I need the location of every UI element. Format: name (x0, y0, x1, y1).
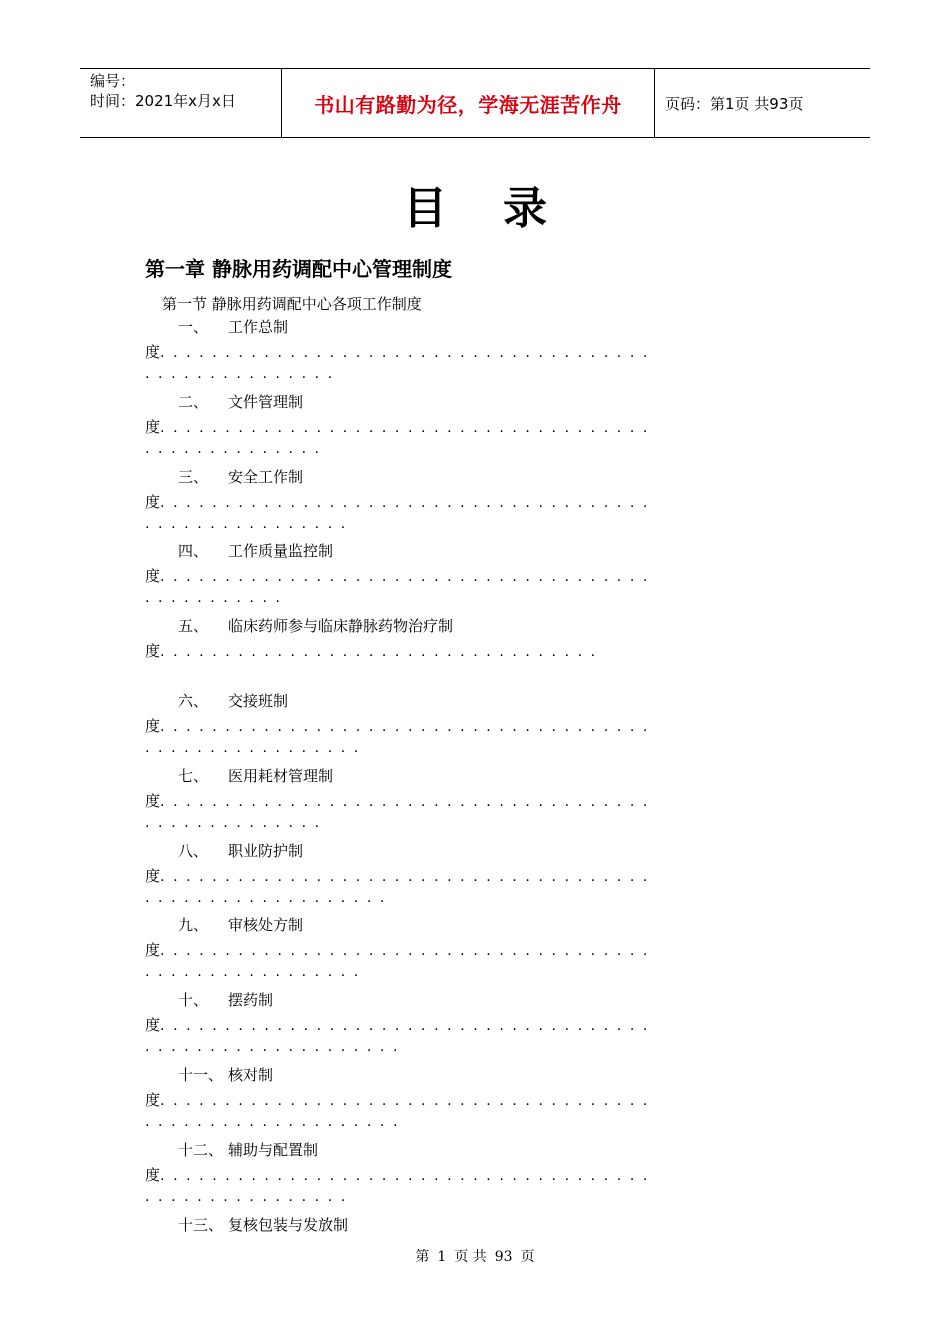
toc-entry[interactable] (145, 540, 795, 615)
toc-entry-leader-line (145, 491, 656, 512)
toc-entry[interactable] (145, 466, 795, 541)
toc-leader-dots: ................. (145, 964, 367, 981)
toc-entry-title (178, 316, 288, 337)
time-label: 时间：2021年x月x日 (90, 92, 236, 110)
toc-entry-number: 二、 (178, 392, 209, 411)
toc-leader-dots: ...................................... (160, 494, 656, 511)
toc-entry-label: 辅助与配置制 (228, 1140, 319, 1159)
toc-entry-leader-line (145, 416, 656, 437)
toc-entry-leader-line (145, 341, 656, 362)
toc-leader-dots: .............. (145, 440, 328, 457)
toc-leader-dots: ................. (145, 739, 367, 756)
toc-entry-label: 医用耗材管理制 (228, 766, 334, 785)
toc-entry-label: 安全工作制 (228, 467, 304, 486)
page-title: 目录 (403, 183, 603, 234)
toc-leader-dots: ...................................... (160, 419, 656, 436)
toc-entry-label: 临床药师参与临床静脉药物治疗制 (228, 617, 454, 636)
toc-entry-number: 九、 (178, 916, 209, 935)
toc-entry-continuation: 度 (145, 417, 161, 436)
header-motto: 书山有路勤为径，学海无涯苦作舟 (282, 69, 655, 137)
toc-leader-dots: .............. (145, 814, 328, 831)
toc-entry-number: 十一、 (178, 1065, 224, 1084)
toc-entry-number: 五、 (178, 617, 209, 636)
toc-entry-title (178, 1139, 318, 1160)
toc-leader-dots: .................... (145, 1039, 407, 1056)
page-footer (0, 1246, 950, 1266)
toc-entry-title (178, 840, 303, 861)
toc-entry-number: 四、 (178, 542, 209, 561)
toc-entry-label: 审核处方制 (228, 916, 304, 935)
toc-entry-leader-line (145, 790, 656, 811)
toc-leader-dots: ...................................... (160, 718, 656, 735)
toc-entry-title (178, 615, 453, 636)
toc-entry-label: 交接班制 (228, 691, 289, 710)
toc-entry-label: 工作质量监控制 (228, 542, 334, 561)
page-header (80, 68, 870, 138)
toc-leader-dots: ................ (145, 1188, 354, 1205)
toc-leader-dots: ............... (145, 366, 341, 382)
toc-entry-continuation: 度 (145, 1090, 161, 1109)
toc-entry-number: 十二、 (178, 1140, 224, 1159)
toc-leader-dots: .................... (145, 1113, 407, 1130)
footer-prefix: 第 (415, 1249, 430, 1265)
header-page-info: 页码：第1页 共93页 (665, 94, 804, 113)
toc-entry[interactable] (145, 391, 795, 466)
toc-entry-number: 三、 (178, 467, 209, 486)
toc-entry[interactable] (145, 765, 795, 840)
toc-entry-title (178, 466, 303, 487)
toc-leader-dots: ...................................... (160, 345, 656, 361)
toc-entry-number: 六、 (178, 691, 209, 710)
toc-entry-label: 摆药制 (228, 991, 274, 1010)
toc-leader-dots: ........... (145, 590, 289, 607)
chapter-heading: 第一章 静脉用药调配中心管理制度 (145, 257, 452, 281)
toc-entry-continuation: 度 (145, 941, 161, 960)
footer-current-page: 1 (437, 1249, 447, 1265)
footer-total-pages: 93 (494, 1249, 513, 1265)
toc-entry-title (178, 391, 303, 412)
toc-leader-dots: .................................. (160, 644, 604, 661)
toc-leader-dots: ...................................... (160, 1092, 656, 1109)
toc-entry-leader-line (145, 1089, 656, 1110)
toc-list (145, 316, 795, 1288)
toc-entry-title (178, 914, 303, 935)
toc-entry-continuation: 度 (145, 642, 161, 661)
footer-suffix: 页 (520, 1249, 535, 1265)
toc-entry[interactable] (145, 1064, 795, 1139)
header-meta (80, 69, 282, 137)
toc-entry-label: 工作总制 (228, 318, 289, 336)
toc-entry-title (178, 690, 288, 711)
toc-entry[interactable] (145, 989, 795, 1064)
toc-entry-label: 文件管理制 (228, 392, 304, 411)
toc-leader-dots: ...................................... (160, 793, 656, 810)
toc-entry-title (178, 540, 333, 561)
toc-entry-leader-line (145, 1014, 656, 1035)
toc-leader-dots: ...................................... (160, 1167, 656, 1184)
toc-entry-number: 十、 (178, 991, 209, 1010)
toc-leader-dots: ................ (145, 515, 354, 532)
toc-entry[interactable] (145, 914, 795, 989)
toc-entry-label: 职业防护制 (228, 841, 304, 860)
toc-entry-title (178, 765, 333, 786)
toc-leader-dots: ...................................... (160, 569, 656, 586)
toc-entry-leader-line (145, 939, 656, 960)
toc-entry-label: 复核包装与发放制 (228, 1215, 349, 1234)
toc-entry-title (178, 989, 273, 1010)
toc-entry-number: 七、 (178, 766, 209, 785)
toc-entry[interactable] (145, 690, 795, 765)
toc-entry[interactable] (145, 1139, 795, 1214)
toc-entry-number: 十三、 (178, 1215, 224, 1234)
toc-entry[interactable] (145, 316, 795, 391)
toc-entry-continuation: 度 (145, 343, 161, 361)
toc-entry-leader-line (145, 640, 604, 661)
toc-entry-continuation: 度 (145, 866, 161, 885)
toc-entry-label: 核对制 (228, 1065, 274, 1084)
toc-entry-continuation: 度 (145, 1165, 161, 1184)
toc-entry-continuation: 度 (145, 1016, 161, 1035)
toc-entry-leader-line (145, 865, 656, 886)
toc-leader-dots: ...................................... (160, 943, 656, 960)
toc-leader-dots: ...................................... (160, 868, 656, 885)
toc-leader-dots: ...................................... (160, 1018, 656, 1035)
number-label: 编号： (90, 72, 136, 90)
toc-entry[interactable] (145, 615, 795, 690)
section-heading: 第一节 静脉用药调配中心各项工作制度 (162, 295, 422, 313)
toc-entry-continuation: 度 (145, 716, 161, 735)
toc-entry-continuation: 度 (145, 567, 161, 586)
toc-entry-leader-line (145, 565, 656, 586)
toc-entry-title (178, 1064, 273, 1085)
toc-entry-continuation: 度 (145, 492, 161, 511)
toc-entry-leader-line (145, 1164, 656, 1185)
toc-entry-title (178, 1214, 348, 1235)
toc-entry-number: 一、 (178, 318, 209, 336)
toc-leader-dots: ................... (145, 889, 393, 906)
toc-entry-number: 八、 (178, 841, 209, 860)
footer-middle: 页 共 (454, 1249, 487, 1265)
toc-entry[interactable] (145, 840, 795, 915)
toc-entry-continuation: 度 (145, 791, 161, 810)
toc-entry-leader-line (145, 715, 656, 736)
